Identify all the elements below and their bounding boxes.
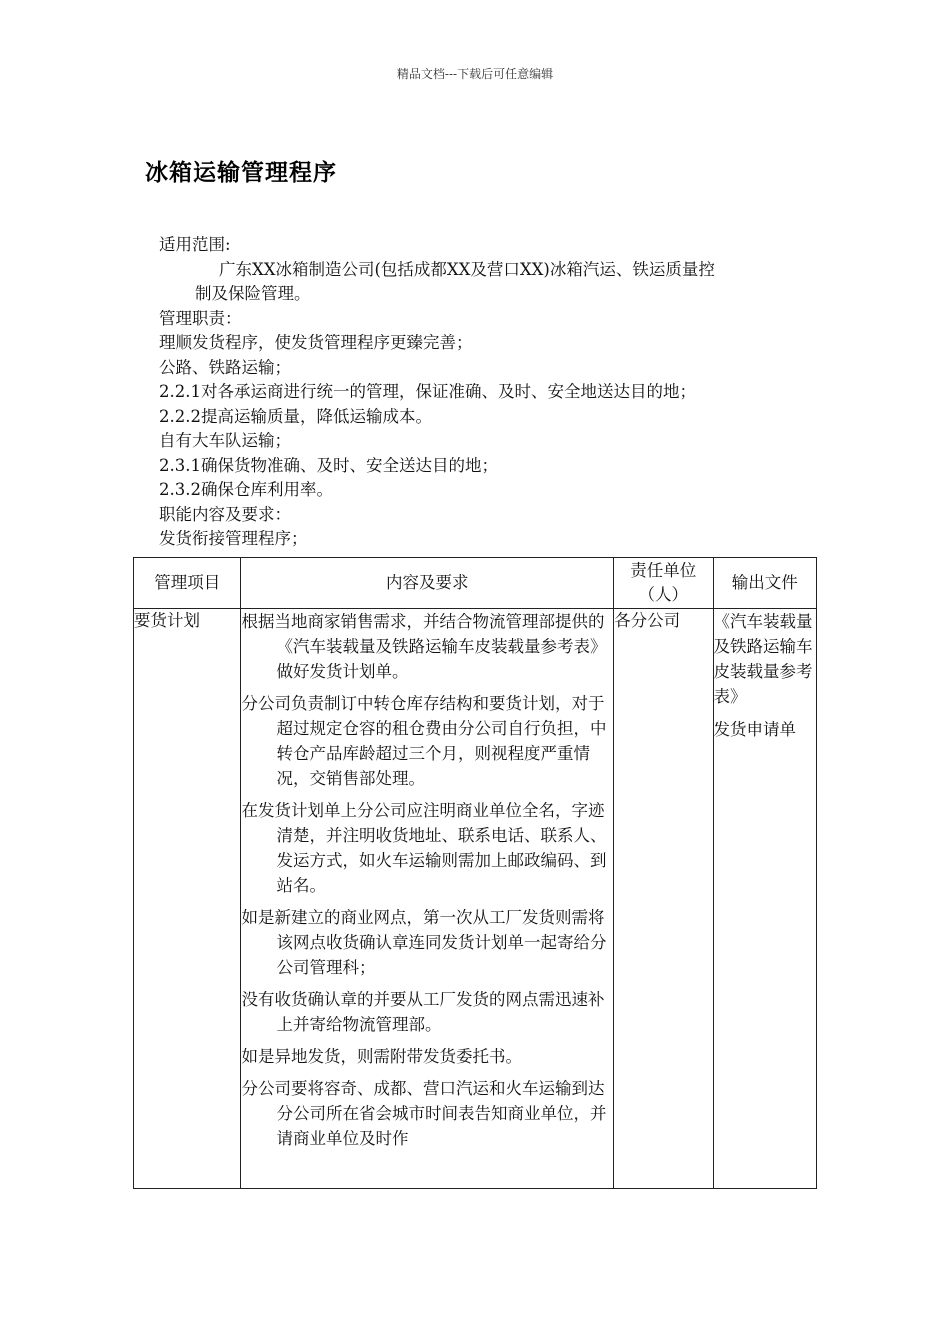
content-paragraph: 在发货计划单上分公司应注明商业单位全名，字迹清楚，并注明收货地址、联系电话、联系人、发运方式，如火车运输则需加上邮政编码、到站名。 (241, 801, 607, 895)
item-2-2-2: 2.2.2提高运输质量，降低运输成本。 (159, 406, 432, 426)
scope-text-line2: 制及保险管理。 (195, 284, 311, 303)
output-reference-table: 《汽车装载量及铁路运输车皮装载量参考表》 (713, 612, 813, 706)
item-2-3-2: 2.3.2确保仓库利用率。 (159, 480, 333, 499)
fleet-heading: 自有大车队运输； (159, 431, 291, 450)
table-header-row (134, 558, 817, 609)
row-item: 要货计划 (134, 609, 241, 1189)
item-2-3-1: 2.3.1确保货物准确、及时、安全送达目的地； (159, 455, 498, 475)
row-output (713, 609, 816, 1189)
table-row (134, 609, 817, 1189)
item-2-2-1: 2.2.1对各承运商进行统一的管理，保证准确、及时、安全地送达目的地； (159, 382, 696, 401)
duty-item: 理顺发货程序，使发货管理程序更臻完善； (159, 333, 473, 352)
content-paragraph: 分公司负责制订中转仓库存结构和要货计划，对于超过规定仓容的租仓费由分公司自行负担，中转仓产品库龄超过三个月，则视程度严重情况，交销售部处理。 (241, 694, 607, 788)
content-paragraph: 如是新建立的商业网点，第一次从工厂发货则需将该网点收货确认章连同发货计划单一起寄给分公司管理科； (241, 908, 607, 977)
header-output: 输出文件 (713, 558, 816, 609)
output-delivery-request: 发货申请单 (713, 720, 797, 739)
content-paragraph: 分公司要将容奇、成都、营口汽运和火车运输到达分公司所在省会城市时间表告知商业单位，并请商业单位及时作 (241, 1079, 607, 1148)
duty-label: 管理职责： (159, 308, 242, 328)
function-label: 职能内容及要求： (159, 504, 291, 524)
content-paragraph: 根据当地商家销售需求，并结合物流管理部提供的《汽车装载量及铁路运输车皮装载量参考表》做好发货计划单。 (241, 612, 607, 681)
delivery-label: 发货衔接管理程序； (159, 529, 308, 548)
row-content (241, 609, 614, 1189)
delivery-procedure-table (133, 557, 817, 1189)
document-title: 冰箱运输管理程序 (145, 160, 337, 186)
scope-label: 适用范围: (159, 235, 231, 254)
road-rail-heading: 公路、铁路运输； (159, 357, 291, 377)
content-paragraph: 如是异地发货，则需附带发货委托书。 (241, 1047, 522, 1066)
header-responsible: 责任单位（人） (614, 558, 713, 609)
header-note: 精品文档---下载后可任意编辑 (396, 67, 554, 81)
header-item: 管理项目 (134, 558, 241, 609)
scope-text-line1: 广东XX冰箱制造公司(包括成都XX及营口XX)冰箱汽运、铁运质量控 (219, 259, 715, 279)
header-content: 内容及要求 (241, 558, 614, 609)
content-paragraph: 没有收货确认章的并要从工厂发货的网点需迅速补上并寄给物流管理部。 (241, 990, 605, 1034)
document-body (159, 233, 819, 552)
row-responsible: 各分公司 (614, 609, 713, 1189)
